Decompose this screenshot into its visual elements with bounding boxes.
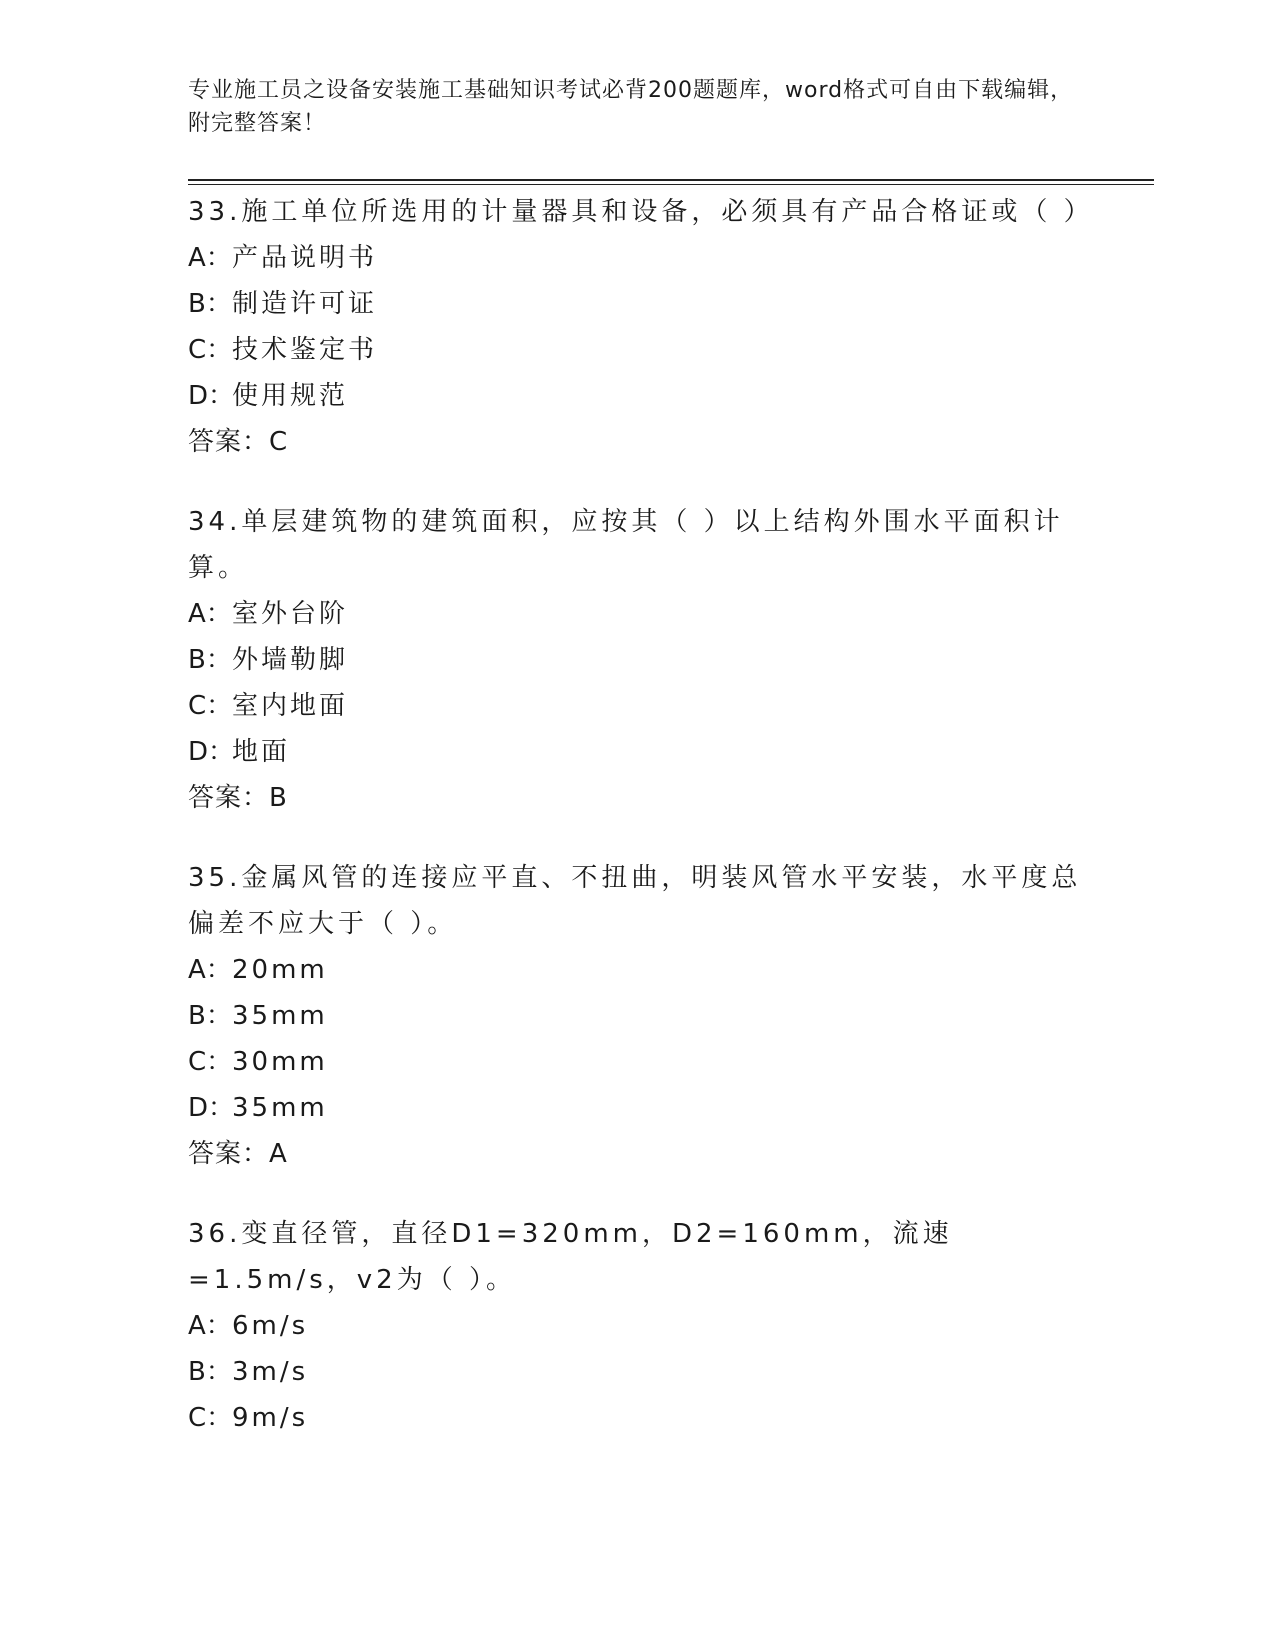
option-b — [188, 1349, 1088, 1395]
answer-line: 答案：B — [188, 783, 288, 813]
option-a — [188, 235, 1088, 281]
question-text: 33.施工单位所选用的计量器具和设备，必须具有产品合格证或（ ） — [188, 197, 1094, 227]
header-divider-thin — [188, 184, 1154, 185]
option-key: D： — [188, 737, 235, 767]
option-key: A： — [188, 1311, 232, 1341]
option-d — [188, 1085, 1088, 1131]
option-text: 使用规范 — [232, 381, 349, 411]
option-text: 地面 — [232, 737, 291, 767]
option-text: 20mm — [232, 955, 328, 985]
option-b — [188, 993, 1088, 1039]
question-text: 36.变直径管，直径D1=320mm，D2=160mm，流速=1.5m/s，v2为（ ）。 — [188, 1219, 953, 1295]
question-text: 35.金属风管的连接应平直、不扭曲，明装风管水平安装，水平度总偏差不应大于（ ）。 — [188, 863, 1082, 939]
option-b — [188, 281, 1088, 327]
option-d — [188, 373, 1088, 419]
option-text: 35mm — [232, 1001, 328, 1031]
option-key: B： — [188, 1001, 232, 1031]
option-text: 6m/s — [232, 1311, 309, 1341]
question-34 — [188, 499, 1088, 821]
option-key: D： — [188, 1093, 235, 1123]
question-text: 34.单层建筑物的建筑面积，应按其（ ）以上结构外围水平面积计算。 — [188, 507, 1064, 583]
question-list — [188, 189, 1094, 1475]
option-text: 3m/s — [232, 1357, 309, 1387]
option-key: C： — [188, 1403, 233, 1433]
option-text: 产品说明书 — [232, 243, 378, 273]
option-key: A： — [188, 599, 232, 629]
option-key: C： — [188, 1047, 233, 1077]
option-key: A： — [188, 955, 232, 985]
question-35 — [188, 855, 1088, 1177]
option-c — [188, 1039, 1088, 1085]
header-divider-thick — [188, 179, 1154, 181]
option-text: 室外台阶 — [232, 599, 349, 629]
option-text: 室内地面 — [232, 691, 349, 721]
option-d — [188, 729, 1088, 775]
document-header: 专业施工员之设备安装施工基础知识考试必背200题题库，word格式可自由下载编辑，附完整答案！ — [188, 78, 1074, 136]
option-a — [188, 947, 1088, 993]
option-text: 技术鉴定书 — [232, 335, 378, 365]
option-text: 外墙勒脚 — [232, 645, 349, 675]
option-key: B： — [188, 289, 232, 319]
option-text: 制造许可证 — [232, 289, 378, 319]
question-36 — [188, 1211, 1088, 1441]
option-c — [188, 327, 1088, 373]
option-key: B： — [188, 645, 232, 675]
question-33 — [188, 189, 1094, 465]
option-text: 35mm — [232, 1093, 328, 1123]
option-a — [188, 591, 1088, 637]
option-key: D： — [188, 381, 235, 411]
option-key: B： — [188, 1357, 232, 1387]
option-b — [188, 637, 1088, 683]
option-key: C： — [188, 335, 233, 365]
option-a — [188, 1303, 1088, 1349]
option-text: 30mm — [232, 1047, 328, 1077]
answer-line: 答案：C — [188, 427, 289, 457]
option-c — [188, 1395, 1088, 1441]
option-key: A： — [188, 243, 232, 273]
answer-line: 答案：A — [188, 1139, 288, 1169]
option-key: C： — [188, 691, 233, 721]
option-text: 9m/s — [232, 1403, 309, 1433]
option-c — [188, 683, 1088, 729]
